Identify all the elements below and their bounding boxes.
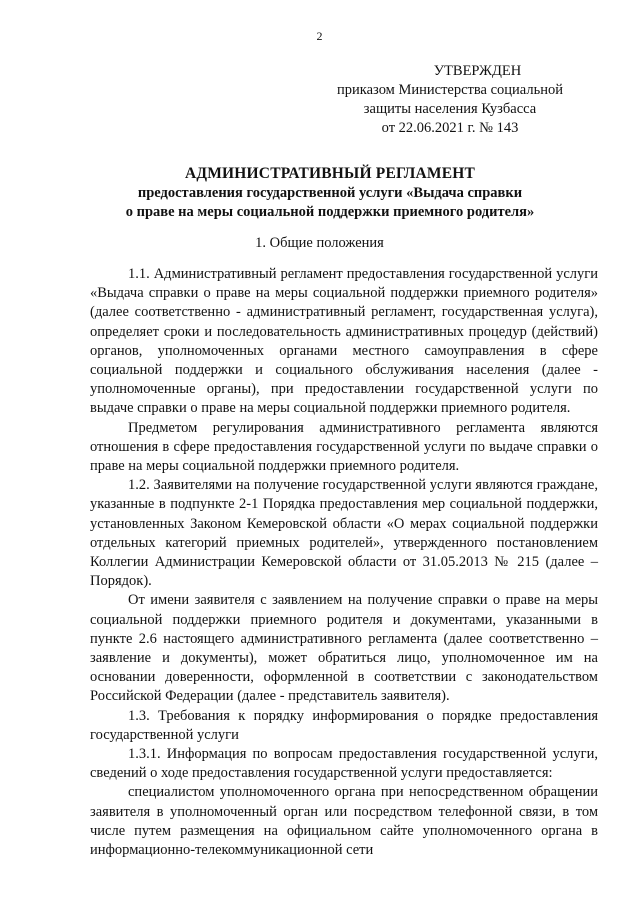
- paragraph: 1.3. Требования к порядку информирования о порядке предоставления государственной услуги: [90, 707, 598, 743]
- approval-line: защиты населения Кузбасса: [363, 101, 537, 117]
- approval-stamp: [330, 62, 570, 138]
- paragraph: 1.1. Административный регламент предоставления государственной услуги «Выдача справки о праве на меры социальной поддержки приемного родителя» (далее соответственно - административный регламент, государственная услуга), определяет сроки и последовательность административных процедур (действий) органов, уполномоченных органами местного самоуправления в сфере социальной поддержки и социального обслуживания населения (далее - уполномоченные органы), при предоставлении государственной услуги по выдаче справки о праве на меры социальной поддержки приемного родителя.: [90, 266, 598, 417]
- approval-date: от 22.06.2021 г. № 143: [381, 120, 519, 136]
- paragraph: 1.2. Заявителями на получение государственной услуги являются граждане, указанные в подпункте 2-1 Порядка предоставления мер социальной поддержки, установленных Законом Кемеровской области «О мерах социальной поддержки отдельных категорий приемных родителей», утвержденного постановлением Коллегии Администрации Кемеровской области от 31.05.2013 № 215 (далее – Порядок).: [90, 477, 598, 590]
- paragraph: специалистом уполномоченного органа при непосредственном обращении заявителя в уполномоченный орган или посредством телефонной связи, в том числе путем размещения на официальном сайте уполномоченного органа в информационно-телекоммуникационной сети: [90, 784, 598, 859]
- document-subtitle: предоставления государственной услуги «Выдача справки: [137, 185, 523, 201]
- section-heading: 1. Общие положения: [255, 235, 384, 251]
- paragraph: От имени заявителя с заявлением на получение справки о праве на меры социальной поддержки приемного родителя и документами, указанными в пункте 2.6 настоящего административного регламента (далее соответственно – заявление и документы), может обратиться лицо, уполномоченное им на основании доверенности, оформленной в соответствии с законодательством Российской Федерации (далее - представитель заявителя).: [90, 592, 598, 705]
- page-number: 2: [316, 29, 323, 43]
- paragraph: 1.3.1. Информация по вопросам предоставления государственной услуги, сведений о ходе предоставления государственной услуги предоставляется:: [90, 746, 598, 782]
- body-text: [90, 265, 598, 860]
- paragraph: Предметом регулирования административного регламента являются отношения в сфере предоставления государственной услуги по выдаче справки о праве на меры социальной поддержки приемного родителя.: [90, 419, 598, 475]
- approval-line: приказом Министерства социальной: [337, 82, 563, 98]
- approval-title: УТВЕРЖДЕН: [433, 63, 522, 79]
- document-title-block: [80, 164, 580, 222]
- document-subtitle: о праве на меры социальной поддержки приемного родителя»: [125, 204, 535, 220]
- document-title: АДМИНИСТРАТИВНЫЙ РЕГЛАМЕНТ: [184, 165, 476, 182]
